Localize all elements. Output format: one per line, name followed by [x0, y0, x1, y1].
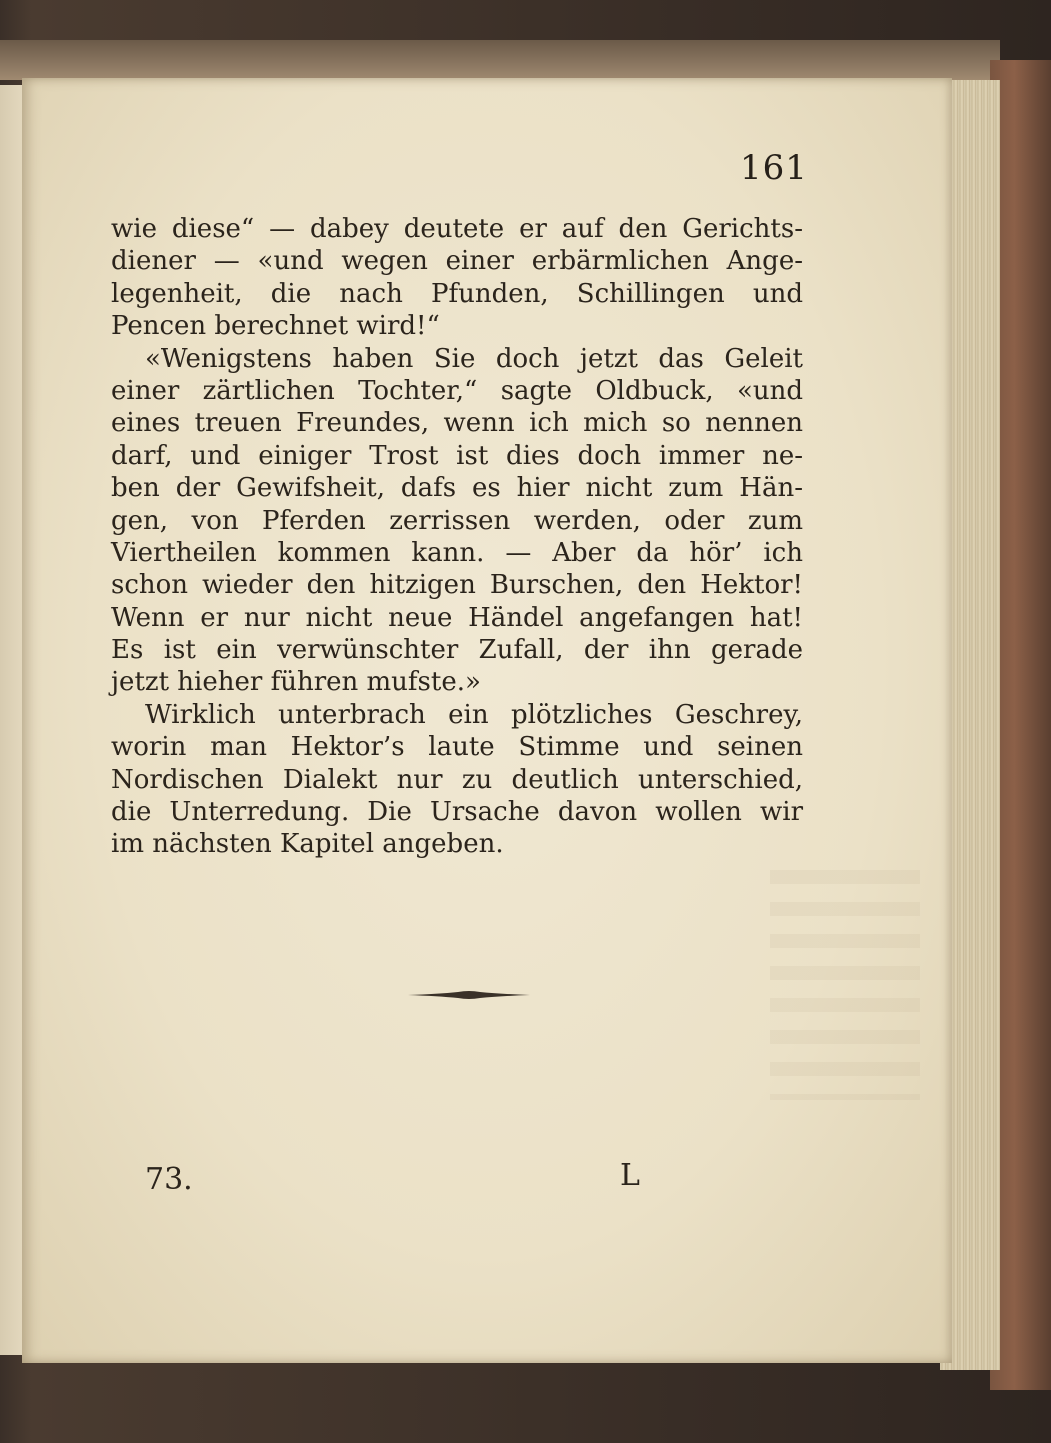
signature-letter: L: [620, 1158, 640, 1193]
text-line: «Wenigstens haben Sie doch jetzt das Geleit: [145, 343, 803, 374]
text-line: Wenn er nur nicht neue Händel angefangen hat!: [111, 602, 803, 633]
text-line: Viertheilen kommen kann. — Aber da hör’ ich: [111, 537, 803, 568]
book-binding-top: [0, 40, 1000, 80]
text-line: darf, und einiger Trost ist dies doch immer ne-: [111, 440, 803, 471]
signature-number: 73.: [145, 1162, 193, 1197]
text-line: die Unterredung. Die Ursache davon wollen wir: [111, 797, 803, 828]
text-line: im nächsten Kapitel angeben.: [111, 829, 504, 860]
text-line: diener — «und wegen einer erbärmlichen Ange-: [111, 246, 803, 277]
text-line: ben der Gewifsheit, dafs es hier nicht zum Hän-: [111, 473, 803, 504]
text-line: worin man Hektor’s laute Stimme und seinen: [111, 732, 803, 763]
section-ornament: [408, 990, 530, 1000]
text-line: jetzt hieher führen mufste.»: [111, 667, 481, 698]
body-text: [111, 213, 803, 861]
text-line: Wirklich unterbrach ein plötzliches Geschrey,: [145, 699, 803, 730]
page-number: 161: [740, 148, 808, 188]
text-line: eines treuen Freundes, wenn ich mich so nennen: [111, 408, 803, 439]
show-through-text: [770, 870, 920, 1100]
text-line: legenheit, die nach Pfunden, Schillingen und: [111, 278, 803, 309]
text-line: schon wieder den hitzigen Burschen, den Hektor!: [111, 570, 803, 601]
text-line: Pencen berechnet wird!“: [111, 311, 440, 342]
text-line: einer zärtlichen Tochter,“ sagte Oldbuck, «und: [111, 375, 803, 406]
text-line: Nordischen Dialekt nur zu deutlich unterschied,: [111, 764, 803, 795]
text-line: Es ist ein verwünschter Zufall, der ihn gerade: [111, 635, 803, 666]
text-line: gen, von Pferden zerrissen werden, oder zum: [111, 505, 803, 536]
text-line: wie diese“ — dabey deutete er auf den Gerichts-: [111, 214, 803, 244]
